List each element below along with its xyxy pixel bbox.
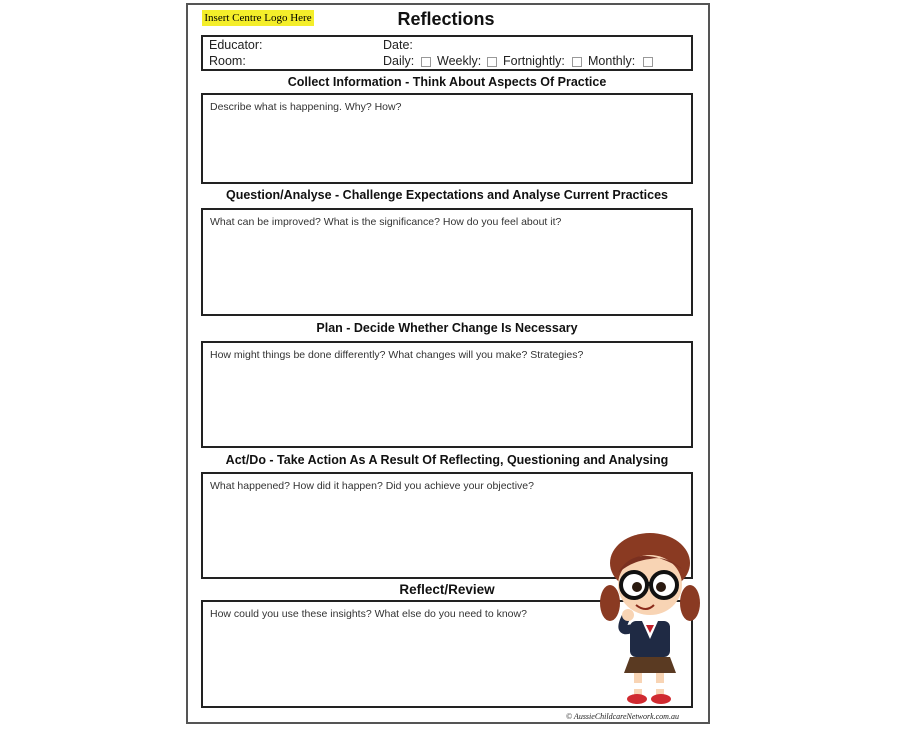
section-prompt: What happened? How did it happen? Did you achieve your objective?	[210, 480, 534, 492]
section-box-question[interactable]	[201, 208, 693, 316]
info-box	[201, 35, 693, 71]
monthly-checkbox[interactable]	[643, 57, 653, 67]
section-heading-reflect: Reflect/Review	[399, 582, 495, 597]
educator-label: Educator:	[209, 38, 263, 52]
section-box-collect[interactable]	[201, 93, 693, 184]
fortnightly-label: Fortnightly:	[503, 54, 565, 68]
cartoon-girl-illustration	[596, 533, 704, 709]
room-label: Room:	[209, 54, 246, 68]
section-heading-act: Act/Do - Take Action As A Result Of Reflecting, Questioning and Analysing	[225, 453, 669, 467]
section-box-plan[interactable]	[201, 341, 693, 448]
section-prompt: Describe what is happening. Why? How?	[210, 101, 402, 113]
copyright-footer: © AussieChildcareNetwork.com.au	[566, 712, 679, 721]
weekly-checkbox[interactable]	[487, 57, 497, 67]
weekly-label: Weekly:	[437, 54, 482, 68]
section-prompt: What can be improved? What is the significance? How do you feel about it?	[210, 216, 562, 228]
date-label: Date:	[383, 38, 413, 52]
page-title: Reflections	[397, 9, 495, 29]
logo-placeholder: Insert Centre Logo Here	[202, 10, 314, 26]
section-prompt: How could you use these insights? What else do you need to know?	[210, 608, 527, 620]
daily-checkbox[interactable]	[421, 57, 431, 67]
section-heading-question: Question/Analyse - Challenge Expectations and Analyse Current Practices	[225, 188, 669, 202]
section-heading-collect: Collect Information - Think About Aspects Of Practice	[287, 75, 607, 89]
fortnightly-checkbox[interactable]	[572, 57, 582, 67]
section-prompt: How might things be done differently? What changes will you make? Strategies?	[210, 349, 584, 361]
section-heading-plan: Plan - Decide Whether Change Is Necessary	[316, 321, 578, 335]
monthly-label: Monthly:	[588, 54, 636, 68]
daily-label: Daily:	[383, 54, 415, 68]
